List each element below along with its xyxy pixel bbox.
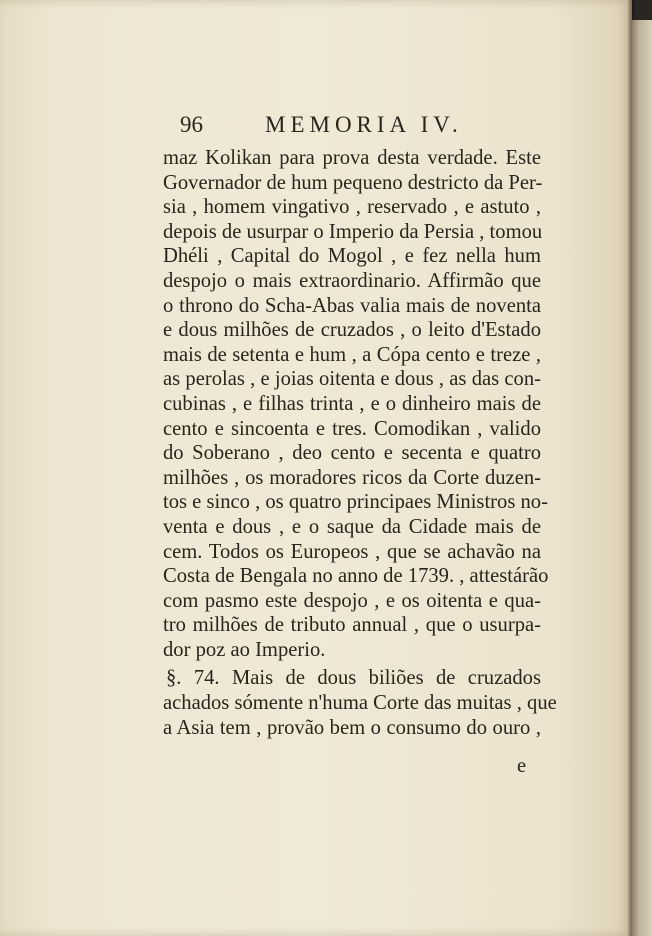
page-number: 96: [180, 112, 203, 137]
text-line: o throno do Scha-Abas valia mais de noventa: [163, 294, 541, 317]
text-line: a Asia tem , provão bem o consumo do ouro ,: [163, 716, 541, 739]
text-line: cem. Todos os Europeos , que se achavão na: [163, 540, 541, 563]
text-line: do Soberano , deo cento e secenta e quatro: [163, 442, 541, 465]
text-line: maz Kolikan para prova desta verdade. Este: [163, 147, 541, 169]
text-line: tos e sinco , os quatro principaes Ministros no-: [163, 491, 548, 514]
text-line: tro milhões de tributo annual , que o usurpa-: [163, 614, 541, 637]
text-line: com pasmo este despojo , e os oitenta e qua-: [163, 589, 541, 612]
catchword: e: [517, 755, 527, 777]
text-line: e dous milhões de cruzados , o leito d'Estado: [163, 319, 541, 342]
text-line: cento e sincoenta e tres. Comodikan , valido: [163, 417, 541, 440]
paragraph-start-line: §. 74. Mais de dous biliões de cruzados: [166, 667, 541, 690]
page-header: [180, 112, 540, 144]
text-line: Dhéli , Capital do Mogol , e fez nella hum: [163, 245, 541, 268]
text-line: mais de setenta e hum , a Cópa cento e treze ,: [163, 343, 541, 366]
running-title: MEMORIA IV.: [265, 112, 463, 137]
text-line: cubinas , e filhas trinta , e o dinheiro mais de: [163, 392, 541, 415]
text-line: as perolas , e joias oitenta e dous , as das con-: [163, 368, 541, 391]
text-line: dor poz ao Imperio.: [163, 638, 326, 661]
text-line: sia , homem vingativo , reservado , e astuto ,: [163, 196, 541, 219]
text-line: despojo o mais extraordinario. Affirmão que: [163, 269, 541, 292]
body-text: [163, 146, 557, 740]
text-line: venta e dous , e o saque da Cidade mais de: [163, 515, 541, 538]
next-page-edge: [632, 20, 652, 936]
text-line: depois de usurpar o Imperio da Persia , tomou: [163, 220, 543, 243]
text-line: achados sómente n'huma Corte das muitas , que: [163, 692, 557, 715]
text-line: Governador de hum pequeno destricto da Per-: [163, 171, 543, 194]
text-line: Costa de Bengala no anno de 1739. , attestárão: [163, 565, 549, 588]
text-line: milhões , os moradores ricos da Corte duzen-: [163, 466, 541, 489]
